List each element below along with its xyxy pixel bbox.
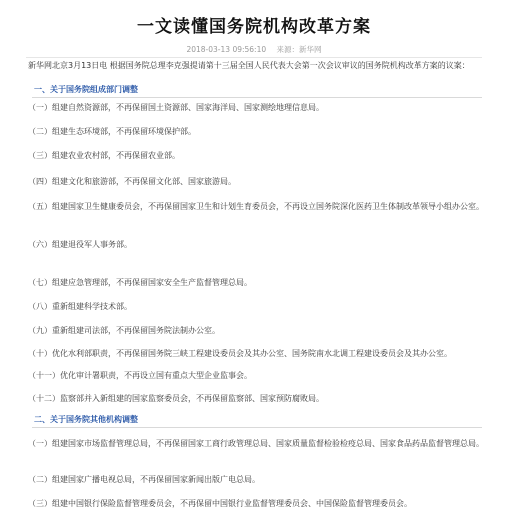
list-item: （六）组建退役军人事务部。 (28, 240, 132, 249)
list-item: （一）组建自然资源部，不再保留国土资源部、国家海洋局、国家测绘地理信息局。 (28, 103, 324, 112)
list-item: （二）组建国家广播电视总局，不再保留国家新闻出版广电总局。 (28, 475, 260, 484)
article-meta (0, 44, 508, 55)
publish-date: 2018-03-13 09:56:10 (186, 45, 267, 54)
list-item: （五）组建国家卫生健康委员会，不再保留国家卫生和计划生育委员会，不再设立国务院深化医药卫生体制改革领导小组办公室。 (28, 202, 484, 211)
list-item: （十）优化水利部职责，不再保留国务院三峡工程建设委员会及其办公室、国务院南水北调工程建设委员会及其办公室。 (28, 349, 452, 358)
list-item: （十二）监察部并入新组建的国家监察委员会，不再保留监察部、国家预防腐败局。 (28, 394, 324, 403)
list-item: （二）组建生态环境部，不再保留环境保护部。 (28, 127, 196, 136)
title-divider (26, 57, 482, 58)
section-heading: 一、关于国务院组成部门调整 (34, 85, 138, 94)
list-item: （十一）优化审计署职责，不再设立国有重点大型企业监事会。 (28, 371, 252, 380)
article-title: 一文读懂国务院机构改革方案 (137, 17, 371, 37)
intro-paragraph: 新华网北京3月13日电 根据国务院总理李克强提请第十三届全国人民代表大会第一次会议审议的国务院机构改革方案的议案： (28, 61, 470, 70)
list-item: （四）组建文化和旅游部，不再保留文化部、国家旅游局。 (28, 177, 236, 186)
section-heading: 二、关于国务院其他机构调整 (34, 415, 138, 424)
list-item: （九）重新组建司法部，不再保留国务院法制办公室。 (28, 326, 220, 335)
list-item: （七）组建应急管理部，不再保留国家安全生产监督管理总局。 (28, 278, 252, 287)
section-divider (32, 427, 482, 428)
list-item: （三）组建中国银行保险监督管理委员会，不再保留中国银行业监督管理委员会、中国保险监督管理委员会。 (28, 499, 412, 508)
section-divider (32, 97, 482, 98)
source-label: 来源：新华网 (276, 45, 322, 54)
list-item: （一）组建国家市场监督管理总局，不再保留国家工商行政管理总局、国家质量监督检验检疫总局、国家食品药品监督管理总局。 (28, 439, 484, 448)
list-item: （三）组建农业农村部，不再保留农业部。 (28, 151, 180, 160)
list-item: （八）重新组建科学技术部。 (28, 302, 132, 311)
